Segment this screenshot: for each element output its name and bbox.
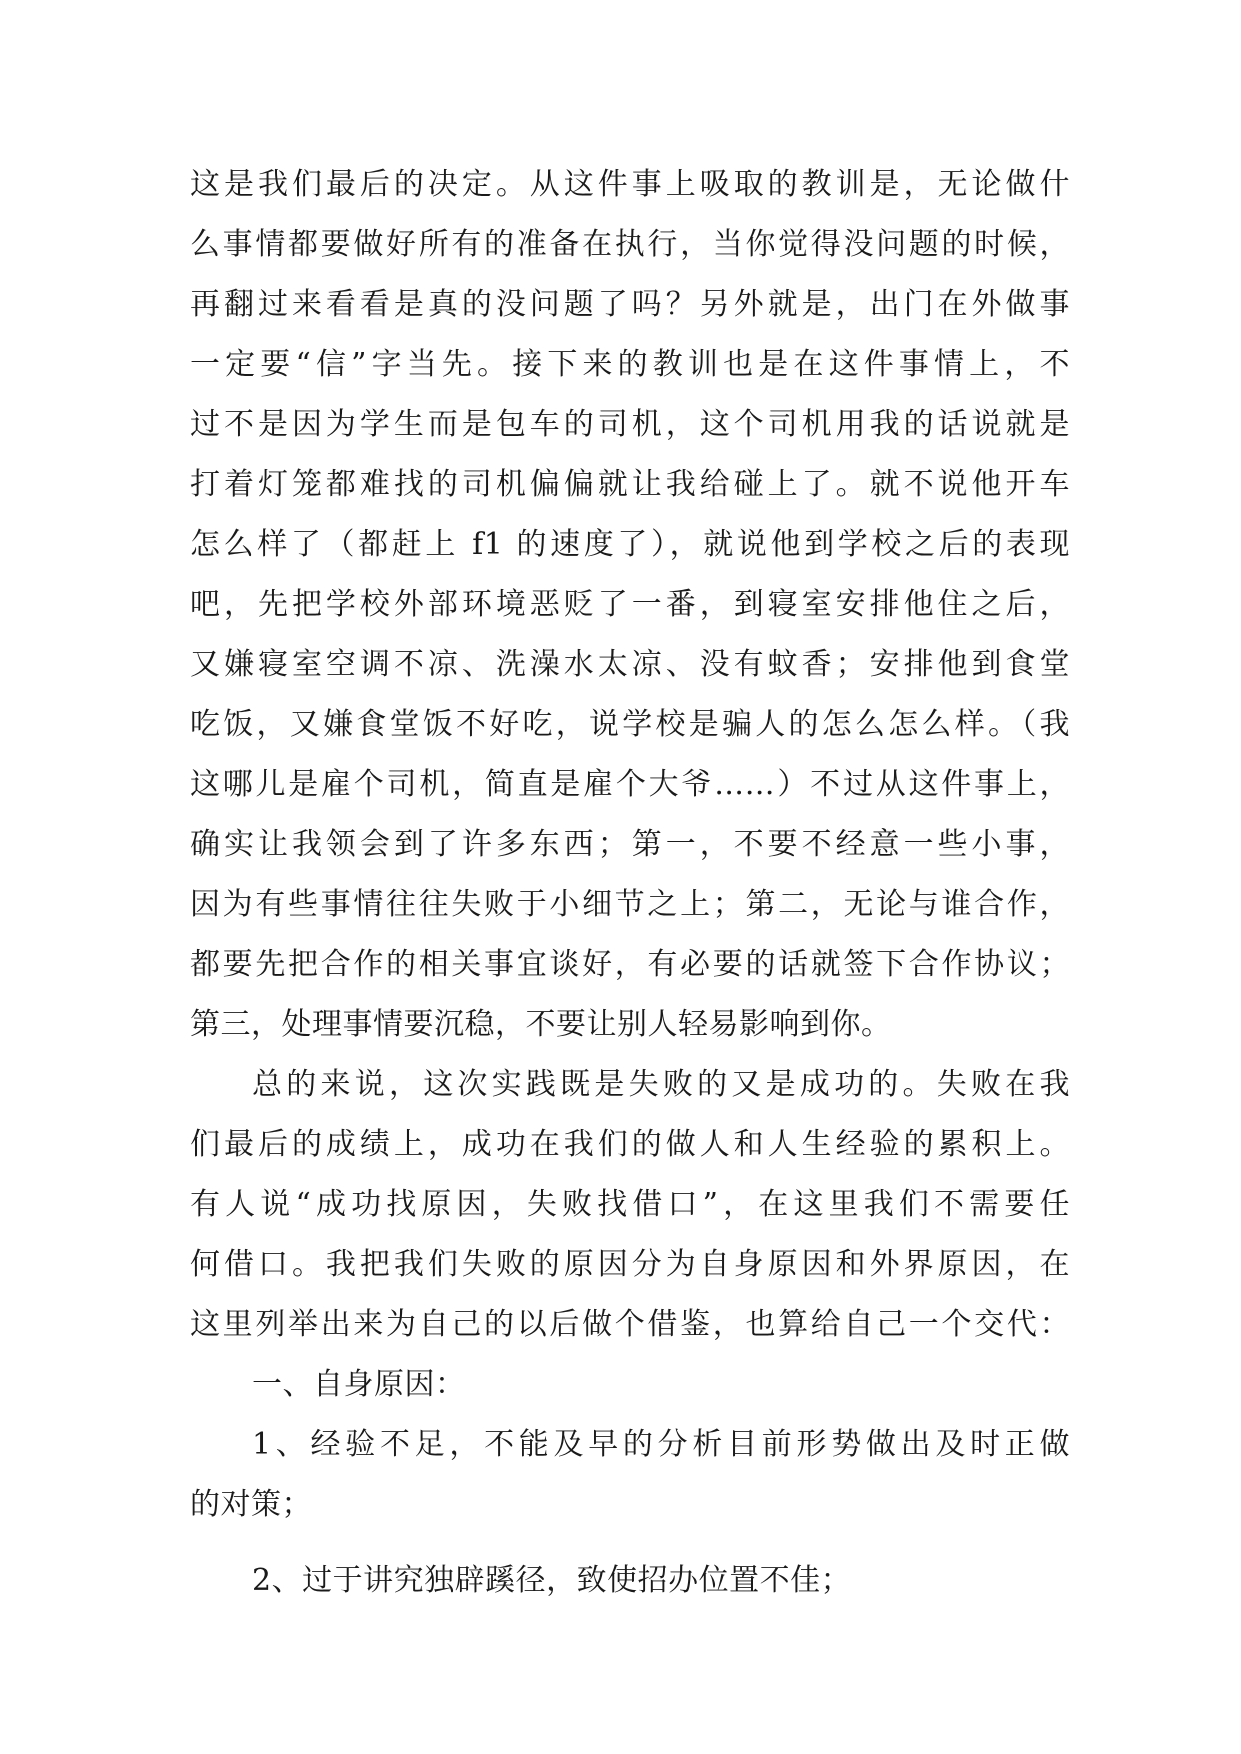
- text-line: 过不是因为学生而是包车的司机，这个司机用我的话说就是: [190, 407, 1070, 442]
- text-line: 再翻过来看看是真的没问题了吗？另外就是，出门在外做事: [190, 287, 1070, 322]
- section-heading: 一、自身原因：: [252, 1367, 466, 1402]
- text-line: 这哪儿是雇个司机，简直是雇个大爷……）不过从这件事上，: [190, 767, 1070, 802]
- body-text: [190, 155, 1070, 1611]
- list-item-line: 1、经验不足，不能及早的分析目前形势做出及时正做: [252, 1427, 1070, 1462]
- text-line: 怎么样了（都赶上 f1 的速度了），就说他到学校之后的表现: [190, 527, 1070, 562]
- text-line: 确实让我领会到了许多东西；第一，不要不经意一些小事，: [190, 827, 1070, 862]
- text-line: 有人说“成功找原因，失败找借口”，在这里我们不需要任: [190, 1187, 1070, 1222]
- text-line: 又嫌寝室空调不凉、洗澡水太凉、没有蚊香；安排他到食堂: [190, 647, 1070, 682]
- text-line: 都要先把合作的相关事宜谈好，有必要的话就签下合作协议；: [190, 947, 1070, 982]
- text-line: 么事情都要做好所有的准备在执行，当你觉得没问题的时候，: [190, 227, 1070, 262]
- spacer: [190, 1535, 1070, 1551]
- text-line: 们最后的成绩上，成功在我们的做人和人生经验的累积上。: [190, 1127, 1070, 1162]
- text-line: 这是我们最后的决定。从这件事上吸取的教训是，无论做什: [190, 167, 1070, 202]
- text-line: 吧，先把学校外部环境恶贬了一番，到寝室安排他住之后，: [190, 587, 1070, 622]
- text-line: 何借口。我把我们失败的原因分为自身原因和外界原因，在: [190, 1247, 1070, 1282]
- text-line: 一定要“信”字当先。接下来的教训也是在这件事情上，不: [190, 347, 1070, 382]
- text-line: 这里列举出来为自己的以后做个借鉴，也算给自己一个交代：: [190, 1307, 1070, 1342]
- list-item-line: 的对策；: [190, 1487, 312, 1522]
- text-line: 第三，处理事情要沉稳，不要让别人轻易影响到你。: [190, 1007, 892, 1042]
- text-line: 吃饭，又嫌食堂饭不好吃，说学校是骗人的怎么怎么样。（我: [190, 707, 1070, 742]
- list-item-line: 2、过于讲究独辟蹊径，致使招办位置不佳；: [252, 1563, 852, 1598]
- text-line: 因为有些事情往往失败于小细节之上；第二，无论与谁合作，: [190, 887, 1070, 922]
- paragraph-start-line: 总的来说，这次实践既是失败的又是成功的。失败在我: [252, 1067, 1070, 1102]
- text-line: 打着灯笼都难找的司机偏偏就让我给碰上了。就不说他开车: [190, 467, 1070, 502]
